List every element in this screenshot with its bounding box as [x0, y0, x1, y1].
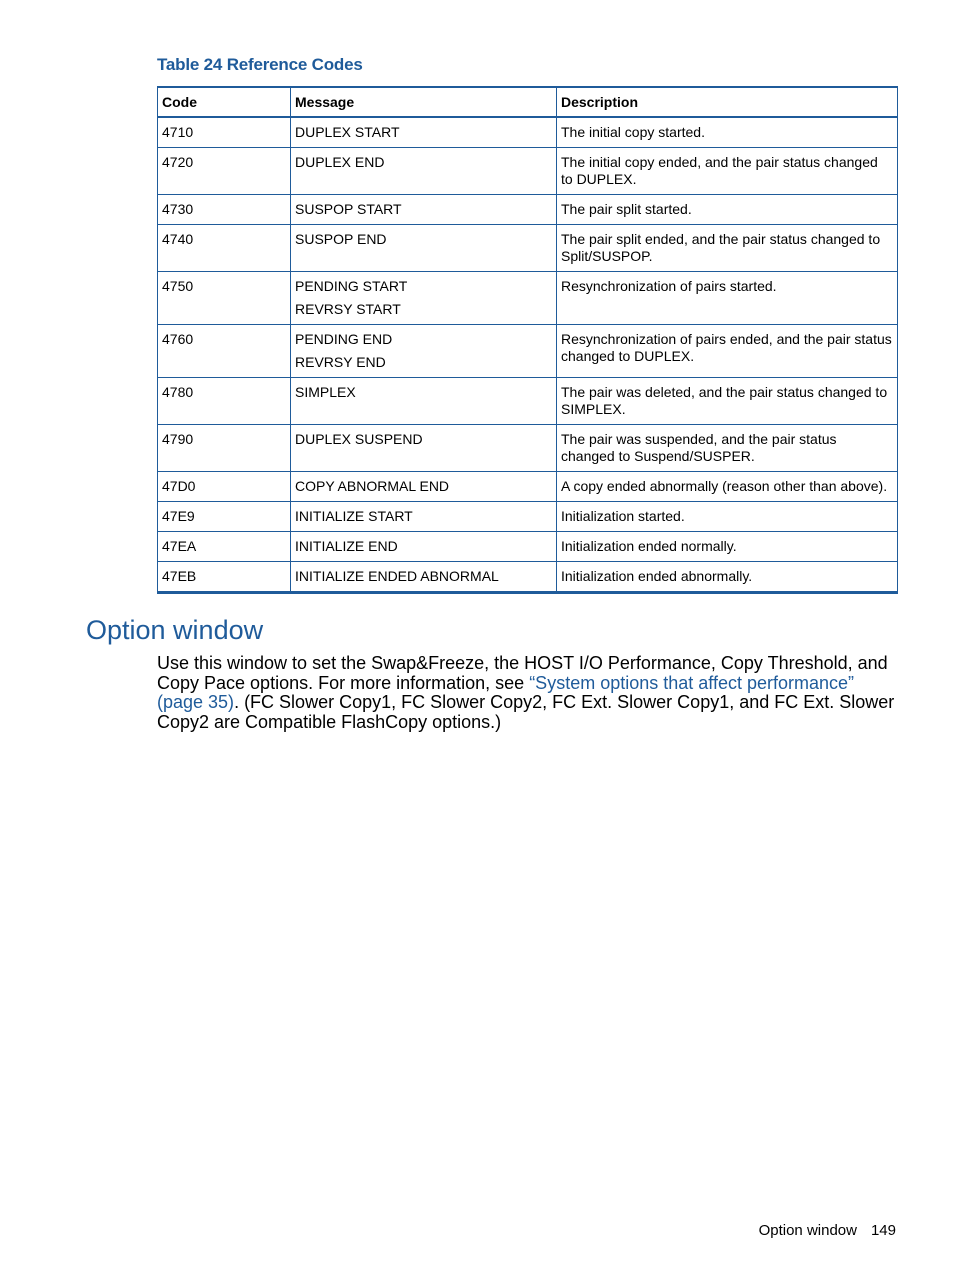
- message-line: SUSPOP END: [295, 231, 387, 247]
- table-header-row: [158, 87, 898, 117]
- message-line: DUPLEX SUSPEND: [295, 431, 423, 447]
- cross-reference-link[interactable]: “System options that affect performance” (page 35): [157, 672, 855, 712]
- table-row: [158, 562, 898, 593]
- description-text: Resynchronization of pairs started.: [561, 278, 777, 294]
- message-line: REVRSY END: [295, 354, 386, 370]
- cell-message: [291, 502, 557, 532]
- table-row: [158, 148, 898, 195]
- cell-description: [557, 272, 898, 325]
- cell-message: [291, 148, 557, 195]
- cell-code: 47D0: [158, 472, 291, 502]
- table-row: [158, 117, 898, 148]
- message-line: INITIALIZE START: [295, 508, 413, 524]
- cell-code: 4740: [158, 225, 291, 272]
- cell-message: [291, 272, 557, 325]
- cell-code: 4720: [158, 148, 291, 195]
- cell-code: 47EB: [158, 562, 291, 593]
- cell-description: [557, 425, 898, 472]
- cell-code: 47EA: [158, 532, 291, 562]
- section-heading: Option window: [86, 615, 264, 645]
- reference-codes-table: [157, 86, 898, 594]
- cell-description: [557, 117, 898, 148]
- table-body: [158, 117, 898, 593]
- page-number: 149: [870, 1222, 896, 1239]
- message-line: REVRSY START: [295, 301, 401, 317]
- cell-description: [557, 532, 898, 562]
- cell-code: 4710: [158, 117, 291, 148]
- footer-section-name: Option window: [758, 1222, 857, 1239]
- cell-description: [557, 378, 898, 425]
- cell-description: [557, 502, 898, 532]
- cell-description: [557, 472, 898, 502]
- message-line: INITIALIZE ENDED ABNORMAL: [295, 568, 499, 584]
- cell-description: [557, 225, 898, 272]
- table-row: [158, 195, 898, 225]
- cell-code: 4780: [158, 378, 291, 425]
- description-text: Resynchronization of pairs ended, and the pair status changed to DUPLEX.: [561, 331, 892, 364]
- header-description: Description: [557, 87, 898, 117]
- description-text: The pair split ended, and the pair status changed to Split/SUSPOP.: [561, 231, 881, 264]
- description-text: The pair split started.: [561, 201, 692, 217]
- table-row: [158, 472, 898, 502]
- cell-description: [557, 148, 898, 195]
- cell-message: [291, 532, 557, 562]
- description-text: Initialization ended normally.: [561, 538, 737, 554]
- table-row: [158, 378, 898, 425]
- cell-code: 4750: [158, 272, 291, 325]
- cell-message: [291, 562, 557, 593]
- cell-message: [291, 117, 557, 148]
- table-row: [158, 532, 898, 562]
- cell-message: [291, 472, 557, 502]
- header-code: Code: [158, 87, 291, 117]
- table-row: [158, 225, 898, 272]
- page-footer: [759, 1222, 896, 1239]
- table-row: [158, 502, 898, 532]
- cell-code: 4760: [158, 325, 291, 378]
- description-text: The initial copy started.: [561, 124, 705, 140]
- message-line: SIMPLEX: [295, 384, 356, 400]
- cell-code: 4790: [158, 425, 291, 472]
- description-text: The pair was suspended, and the pair status changed to Suspend/SUSPER.: [561, 431, 837, 464]
- message-line: PENDING START: [295, 278, 408, 294]
- description-text: Initialization started.: [561, 508, 685, 524]
- message-line: COPY ABNORMAL END: [295, 478, 450, 494]
- message-line: DUPLEX START: [295, 124, 400, 140]
- table-row: [158, 325, 898, 378]
- message-line: INITIALIZE END: [295, 538, 398, 554]
- cell-code: 4730: [158, 195, 291, 225]
- header-message: Message: [291, 87, 557, 117]
- cell-description: [557, 325, 898, 378]
- cell-code: 47E9: [158, 502, 291, 532]
- message-line: DUPLEX END: [295, 154, 385, 170]
- cell-message: [291, 378, 557, 425]
- description-text: A copy ended abnormally (reason other than above).: [561, 478, 888, 494]
- paragraph-text-before: Use this window to set the Swap&Freeze, the HOST I/O Performance, Copy Threshold, and Copy Pace options. For more information, see: [157, 653, 888, 693]
- table-row: [158, 272, 898, 325]
- table-row: [158, 425, 898, 472]
- message-line: PENDING END: [295, 331, 393, 347]
- table-caption: Table 24 Reference Codes: [157, 55, 363, 74]
- cell-message: [291, 225, 557, 272]
- description-text: Initialization ended abnormally.: [561, 568, 753, 584]
- cell-message: [291, 325, 557, 378]
- message-line: SUSPOP START: [295, 201, 402, 217]
- cell-description: [557, 562, 898, 593]
- description-text: The pair was deleted, and the pair status changed to SIMPLEX.: [561, 384, 888, 417]
- paragraph-text-after: . (FC Slower Copy1, FC Slower Copy2, FC Ext. Slower Copy1, and FC Ext. Slower Copy2 are Compatible FlashCopy options.): [157, 692, 895, 732]
- cell-description: [557, 195, 898, 225]
- description-text: The initial copy ended, and the pair status changed to DUPLEX.: [561, 154, 878, 187]
- cell-message: [291, 195, 557, 225]
- body-paragraph: [157, 654, 897, 732]
- cell-message: [291, 425, 557, 472]
